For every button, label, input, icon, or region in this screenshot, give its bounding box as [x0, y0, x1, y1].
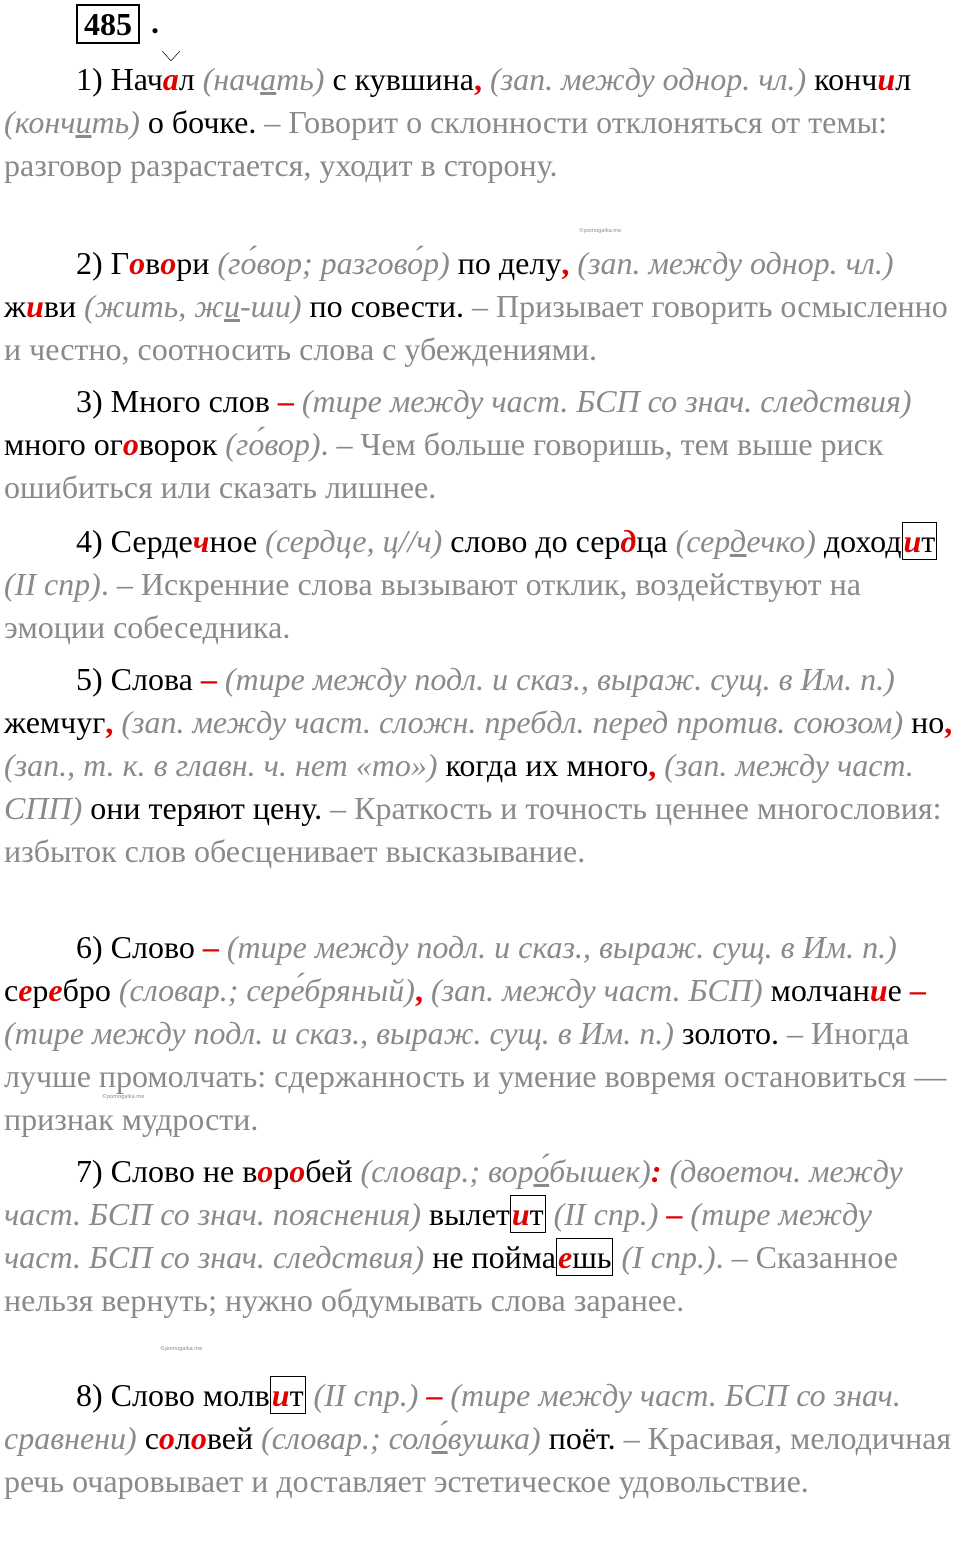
word: живи [4, 288, 77, 324]
comment: (жить, жи-ши) [84, 288, 302, 324]
comment: (сердце, ц//ч) [265, 523, 443, 559]
comment: (словар.; соло́вушка) [261, 1420, 541, 1456]
text: они теряют цену. [90, 790, 323, 826]
item-number: 1) [76, 61, 103, 97]
text: Слова [110, 661, 193, 697]
explanation: – Красивая, мелодичная речь очаровывает и доставляет эстетическое удовольствие. [4, 1420, 952, 1499]
comment: (зап. между част. БСП) [430, 972, 763, 1008]
item-6 [4, 926, 956, 1141]
text: поёт. [548, 1420, 616, 1456]
word: Слово не воробей [110, 1153, 353, 1189]
text: по совести. [309, 288, 465, 324]
comment: (зап., т. к. в главн. ч. нет «то») [4, 747, 438, 783]
comment: (тире между част. БСП со знач. сравнени) [4, 1377, 901, 1456]
item-7 [4, 1150, 956, 1322]
comment: (II спр.) [553, 1196, 659, 1232]
comment: (зап. между част. СПП) [4, 747, 914, 826]
word: Слово молвит [110, 1377, 304, 1413]
dash-mark: – [666, 1196, 683, 1232]
text: когда их много, [445, 747, 657, 783]
item-5 [4, 658, 956, 873]
comment: (зап. между част. сложн. пребдл. перед против. союзом) [121, 704, 904, 740]
comment: (го́вор; разгово́р) [217, 245, 450, 281]
text: но, [911, 704, 953, 740]
text: жемчуг, [4, 704, 114, 740]
explanation: . – Искренние слова вызывают отклик, воздействуют на эмоции собеседника. [4, 566, 861, 645]
watermark: ©pomogalka.me [160, 1346, 203, 1352]
item-number: 6) [76, 929, 103, 965]
item-number: 5) [76, 661, 103, 697]
watermark: ©pomogalka.me [579, 228, 622, 234]
word: Сердечное [110, 523, 258, 559]
comma-mark: , [414, 972, 423, 1008]
text: Много слов [110, 383, 270, 419]
dash-mark: – [426, 1377, 443, 1413]
text: о бочке. [147, 104, 257, 140]
item-number: 8) [76, 1377, 103, 1413]
ending-box: ит [903, 523, 936, 559]
comment: (начать) [202, 61, 325, 97]
item-number: 2) [76, 245, 103, 281]
item-8 [4, 1374, 956, 1503]
explanation: – Говорит о склонности отклоняться от темы: разговор разрастается, уходит в сторону. [4, 104, 887, 183]
item-number: 7) [76, 1153, 103, 1189]
dash-mark: – [200, 661, 217, 697]
comment: (II спр) [4, 566, 101, 602]
explanation: – Призывает говорить осмысленно и честно, соотносить слова с убеждениями. [4, 288, 948, 367]
dash-mark: – [277, 383, 294, 419]
text: золото. [681, 1015, 779, 1051]
exercise-number-dot: . [151, 4, 159, 40]
text: с кувшина, [332, 61, 482, 97]
item-4 [4, 520, 956, 649]
explanation: – Иногда лучше промолчать: сдержанность и умение вовремя остановиться — признак мудрости. [4, 1015, 947, 1137]
text: Слово [110, 929, 195, 965]
comment: (словар.; сере́бряный) [118, 972, 415, 1008]
comment: (зап. между однор. чл.) [577, 245, 894, 281]
word: вылетит [429, 1196, 544, 1232]
text: по делу, [457, 245, 570, 281]
item-number: 3) [76, 383, 103, 419]
dash-mark: – [202, 929, 219, 965]
comment: (кончить) [4, 104, 140, 140]
comment: (тире между част. БСП со знач. следствия) [301, 383, 912, 419]
item-number: 4) [76, 523, 103, 559]
comment: (тире между подл. и сказ., выраж. сущ. в Им. п.) [226, 929, 897, 965]
comment: (I спр.) [621, 1239, 716, 1275]
exercise-number: 485 [76, 4, 140, 44]
word: доходит [823, 523, 936, 559]
colon-mark: : [650, 1153, 662, 1189]
word: Начал [110, 61, 195, 97]
item-1 [4, 58, 956, 187]
item-3 [4, 380, 956, 509]
ending-box: ит [271, 1377, 304, 1413]
word: молчание [770, 972, 902, 1008]
dash-mark: – [909, 972, 926, 1008]
word: кончил [814, 61, 912, 97]
word: соловей [144, 1420, 254, 1456]
comment: (тире между подл. и сказ., выраж. сущ. в Им. п.) [224, 661, 895, 697]
explanation: . – Чем больше говоришь, тем выше риск ошибиться или сказать лишнее. [4, 426, 884, 505]
word: много оговорок [4, 426, 218, 462]
word: серебро [4, 972, 111, 1008]
ending-box: ешь [558, 1239, 612, 1275]
comment: (II спр.) [313, 1377, 419, 1413]
item-2 [4, 242, 956, 371]
comment: (го́вор) [225, 426, 321, 462]
comment: (зап. между однор. чл.) [489, 61, 807, 97]
explanation: . – Сказанное нельзя вернуть; нужно обдумывать слова заранее. [4, 1239, 898, 1318]
explanation: – Краткость и точность ценнее многословия: избыток слов обесценивает высказывание. [4, 790, 942, 869]
comment: (двоеточ. между част. БСП со знач. пояснения) [4, 1153, 903, 1232]
comment: (сердечко) [675, 523, 816, 559]
watermark: ©pomogalka.me [102, 1094, 145, 1100]
comment: (тире между част. БСП со знач. следствия) [4, 1196, 872, 1275]
ending-box: ит [511, 1196, 544, 1232]
comment: (тире между подл. и сказ., выраж. сущ. в Им. п.) [4, 1015, 674, 1051]
word: Говори [110, 245, 210, 281]
comment: (словар.; воро́бышек) [360, 1153, 651, 1189]
word: не поймаешь [432, 1239, 612, 1275]
word: слово до сердца [450, 523, 668, 559]
